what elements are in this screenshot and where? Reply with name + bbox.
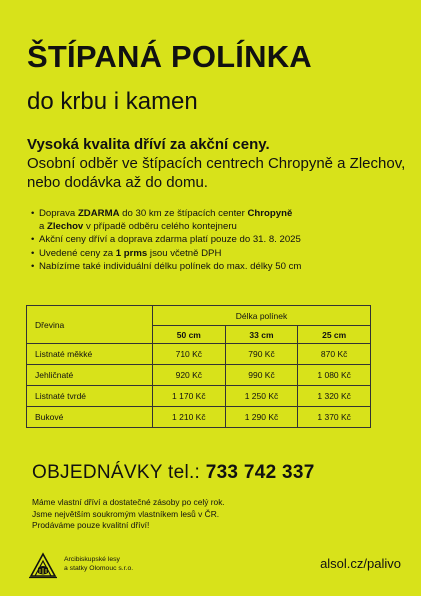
company-name-line: a statky Olomouc s.r.o. — [64, 565, 134, 572]
bullet-text: v případě odběru celého kontejneru — [83, 220, 237, 232]
bullet-delivery — [31, 208, 401, 233]
order-line — [32, 462, 315, 484]
bullet-text: jsou včetně DPH — [147, 247, 222, 259]
price-cell: 710 Kč — [153, 344, 226, 365]
bullet-vat — [31, 248, 401, 261]
company-emblem-icon — [26, 550, 60, 580]
bullet-bold: ZDARMA — [77, 208, 120, 219]
bullet-bold: Chropyně — [247, 208, 293, 219]
price-cell: 920 Kč — [153, 365, 226, 386]
company-name-line: Arcibiskupské lesy — [64, 556, 120, 564]
bullet-list — [31, 208, 401, 275]
price-cell: 990 Kč — [225, 365, 298, 386]
price-cell: 870 Kč — [298, 344, 371, 365]
order-label: OBJEDNÁVKY tel.: — [32, 462, 206, 483]
price-table — [26, 305, 371, 428]
closing-line: Prodáváme pouze kvalitní dříví! — [32, 520, 150, 531]
table-row — [27, 344, 371, 365]
price-cell: 1 320 Kč — [298, 386, 371, 407]
column-header: 33 cm — [225, 326, 298, 344]
price-cell: 1 080 Kč — [298, 365, 371, 386]
price-cell: 1 290 Kč — [225, 407, 298, 428]
table-group-header: Délka polínek — [153, 306, 371, 326]
column-header: 25 cm — [298, 326, 371, 344]
lead-text: Osobní odběr ve štípacích centrech Chropyně a Zlechov, nebo dodávka až do domu. — [27, 155, 406, 191]
price-cell: 1 250 Kč — [225, 386, 298, 407]
page-title: ŠTÍPANÁ POLÍNKA — [27, 39, 312, 74]
bullet-text: Uvedené ceny za — [39, 247, 116, 259]
closing-text — [32, 497, 362, 532]
row-label: Listnaté měkké — [27, 344, 153, 365]
price-cell: 1 210 Kč — [153, 407, 226, 428]
closing-line: Máme vlastní dříví a dostatečné zásoby po celý rok. — [32, 497, 225, 507]
bullet-custom-length: • Nabízíme také individuální délku polínek do max. délky 50 cm — [31, 261, 401, 274]
bullet-validity: • Akční ceny dříví a doprava zdarma platí pouze do 31. 8. 2025 — [31, 234, 401, 247]
bullet-bold: 1 prms — [115, 247, 148, 259]
lead-bold: Vysoká kvalita dříví za akční ceny. — [27, 136, 270, 153]
company-logo — [26, 550, 133, 580]
price-cell: 790 Kč — [225, 344, 298, 365]
table-header-row — [27, 306, 371, 326]
row-label: Listnaté tvrdé — [27, 386, 153, 407]
bullet-bold: Zlechov — [47, 220, 84, 232]
company-name — [64, 556, 133, 573]
website-link[interactable]: alsol.cz/palivo — [320, 556, 401, 571]
bullet-text: a — [39, 220, 48, 232]
closing-line: Jsme největším soukromým vlastníkem lesů v ČR. — [32, 508, 220, 519]
page-subtitle: do krbu i kamen — [27, 88, 198, 115]
table-row-header: Dřevina — [27, 306, 153, 344]
table-row — [27, 407, 371, 428]
row-label: Bukové — [27, 407, 153, 428]
row-label: Jehličnaté — [27, 365, 153, 386]
price-cell: 1 170 Kč — [153, 386, 226, 407]
bullet-text: Doprava — [39, 208, 78, 219]
price-cell: 1 370 Kč — [298, 407, 371, 428]
table-row — [27, 365, 371, 386]
bullet-text: do 30 km ze štípacích center — [119, 208, 248, 219]
table-row — [27, 386, 371, 407]
column-header: 50 cm — [153, 326, 226, 344]
order-phone: 733 742 337 — [205, 462, 315, 483]
